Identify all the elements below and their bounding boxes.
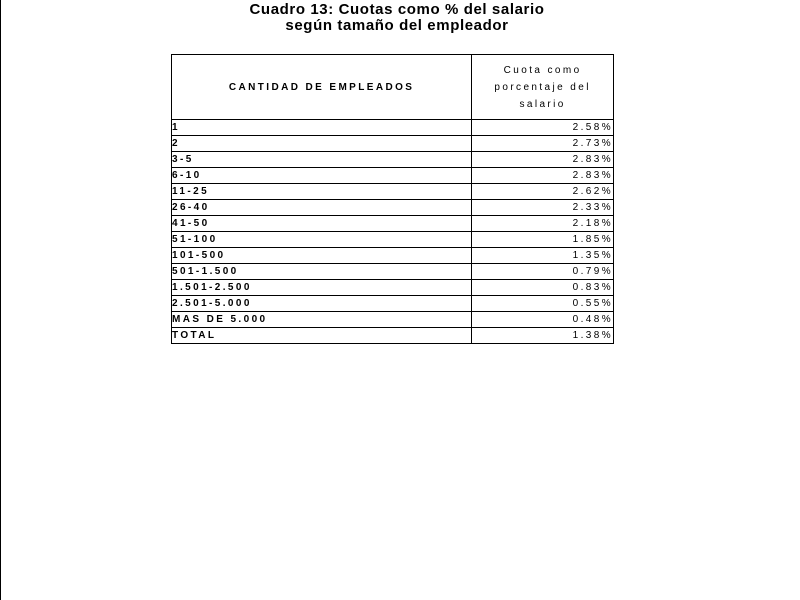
table-row <box>172 232 614 248</box>
row-value: 2.62% <box>472 184 614 200</box>
row-value: 0.79% <box>472 264 614 280</box>
row-range: TOTAL <box>172 328 472 344</box>
row-value: 1.38% <box>472 328 614 344</box>
header-contribution-percent <box>472 55 614 120</box>
table-title-line-1: Cuadro 13: Cuotas como % del salario <box>249 1 545 18</box>
table-row <box>172 184 614 200</box>
header-contribution-line-2: porcentaje del <box>494 81 591 93</box>
row-value: 2.83% <box>472 152 614 168</box>
row-range: 11-25 <box>172 184 472 200</box>
table-row-total <box>172 328 614 344</box>
table-title-line-2: según tamaño del empleador <box>285 17 509 34</box>
row-value: 1.35% <box>472 248 614 264</box>
table-header-row <box>172 55 614 120</box>
table-row <box>172 280 614 296</box>
table-row <box>172 168 614 184</box>
header-contribution-line-1: Cuota como <box>503 64 582 76</box>
row-range: 2 <box>172 136 472 152</box>
row-range: MAS DE 5.000 <box>172 312 472 328</box>
row-range: 3-5 <box>172 152 472 168</box>
contributions-table <box>171 54 614 344</box>
row-range: 2.501-5.000 <box>172 296 472 312</box>
table-row <box>172 296 614 312</box>
row-value: 1.85% <box>472 232 614 248</box>
table-row <box>172 264 614 280</box>
table-row <box>172 248 614 264</box>
row-range: 101-500 <box>172 248 472 264</box>
header-employee-count: CANTIDAD DE EMPLEADOS <box>172 55 472 120</box>
row-range: 501-1.500 <box>172 264 472 280</box>
row-range: 41-50 <box>172 216 472 232</box>
row-range: 1 <box>172 120 472 136</box>
table-row <box>172 216 614 232</box>
row-value: 0.83% <box>472 280 614 296</box>
page-left-border <box>0 0 1 600</box>
table-row <box>172 312 614 328</box>
table-title <box>0 2 800 34</box>
row-value: 2.73% <box>472 136 614 152</box>
row-value: 2.58% <box>472 120 614 136</box>
row-value: 2.33% <box>472 200 614 216</box>
row-range: 26-40 <box>172 200 472 216</box>
table-row <box>172 136 614 152</box>
row-value: 0.48% <box>472 312 614 328</box>
table-row <box>172 120 614 136</box>
row-value: 2.18% <box>472 216 614 232</box>
table-row <box>172 152 614 168</box>
table-row <box>172 200 614 216</box>
header-contribution-line-3: salario <box>519 98 566 110</box>
row-range: 6-10 <box>172 168 472 184</box>
row-range: 51-100 <box>172 232 472 248</box>
row-range: 1.501-2.500 <box>172 280 472 296</box>
row-value: 0.55% <box>472 296 614 312</box>
row-value: 2.83% <box>472 168 614 184</box>
